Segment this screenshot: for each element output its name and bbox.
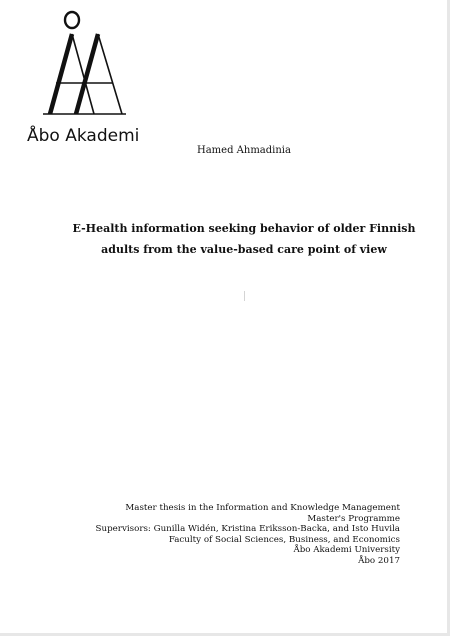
logo-wordmark: Åbo Akademi xyxy=(27,126,140,146)
university-logo xyxy=(27,8,140,146)
thesis-title-line-2: adults from the value-based care point of view xyxy=(101,243,387,256)
thesis-title xyxy=(60,218,428,260)
thesis-title-line-1: E-Health information seeking behavior of older Finnish xyxy=(72,222,416,235)
thesis-type: Master thesis in the Information and Knowledge Management xyxy=(125,503,400,513)
faculty: Faculty of Social Sciences, Business, and Economics xyxy=(168,534,400,545)
abo-akademi-logo-icon xyxy=(27,8,137,118)
thesis-details xyxy=(96,503,400,567)
author-name: Hamed Ahmadinia xyxy=(197,145,291,156)
supervisors: Supervisors: Gunilla Widén, Kristina Eriksson-Backa, and Isto Huvila xyxy=(95,524,400,535)
university: Åbo Akademi University xyxy=(293,545,400,556)
text-cursor-mark xyxy=(244,291,245,301)
programme: Master's Programme xyxy=(307,513,400,524)
place-year: Åbo 2017 xyxy=(358,555,400,566)
